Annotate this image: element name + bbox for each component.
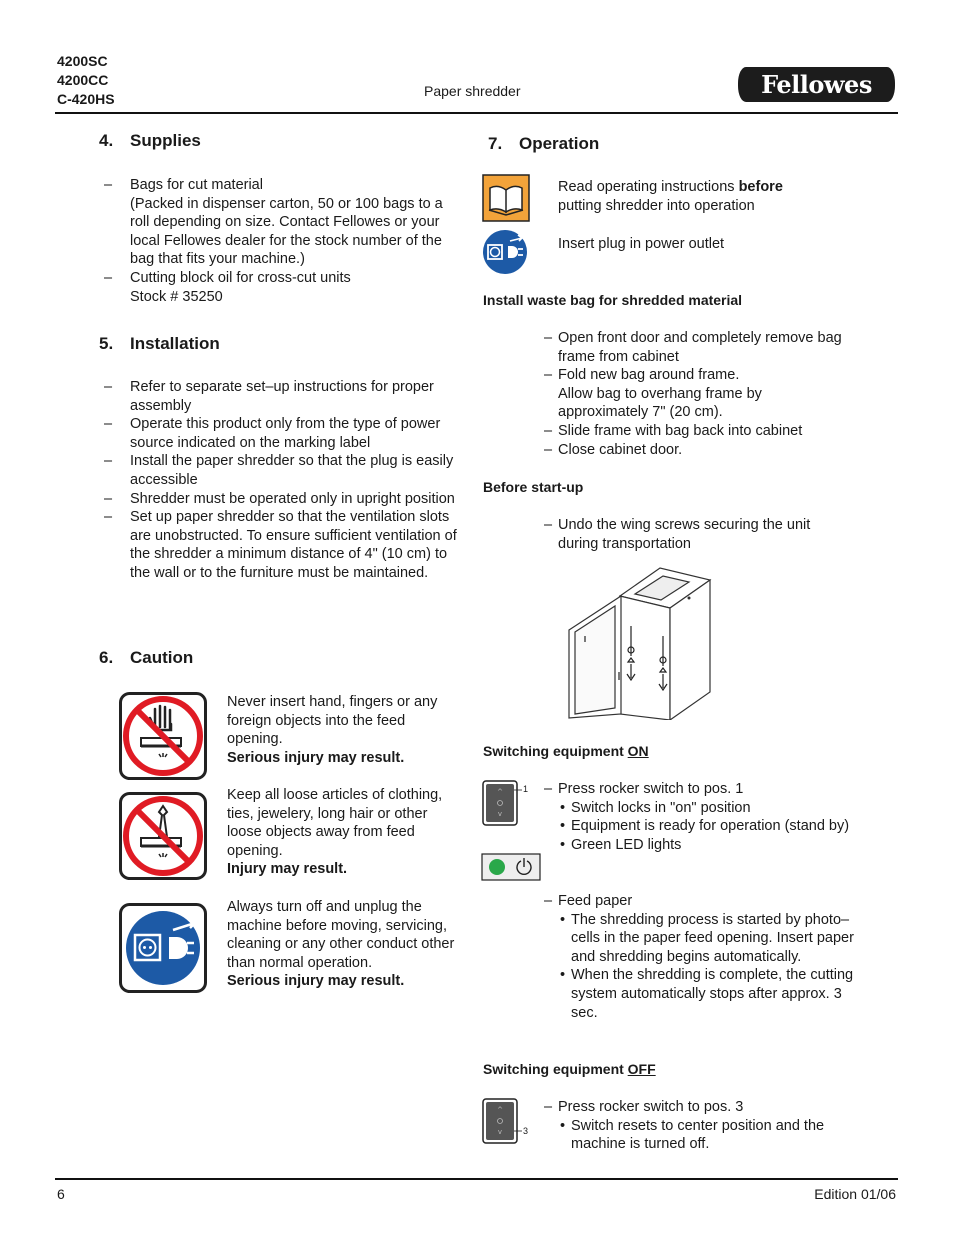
feed-paper-list xyxy=(544,892,854,1022)
operation-heading xyxy=(488,134,599,154)
switch-pos-label: 3 xyxy=(523,1126,529,1136)
switch-off-heading xyxy=(483,1061,656,1077)
read-prefix: Read operating instructions xyxy=(558,179,739,195)
model-numbers xyxy=(57,52,115,109)
rocker-switch-pos3-icon xyxy=(482,1098,530,1144)
installation-heading xyxy=(99,334,220,354)
fellowes-logo xyxy=(738,67,895,102)
no-hands-icon xyxy=(119,692,207,780)
waste-bag-list xyxy=(544,329,844,459)
plug-text: Insert plug in power outlet xyxy=(558,236,725,252)
section-number: 6. xyxy=(99,648,114,667)
list-item: – Press rocker switch to pos. 3 xyxy=(544,1098,854,1117)
section-number: 7. xyxy=(488,134,503,153)
read-manual-icon xyxy=(482,174,530,222)
svg-text:^: ^ xyxy=(497,788,503,796)
section-title: Operation xyxy=(519,134,600,153)
logo-text: Fellowes xyxy=(761,70,872,99)
waste-bag-heading: Install waste bag for shredded material xyxy=(483,292,743,308)
switch-on-heading xyxy=(483,743,649,759)
list-item: – Fold new bag around frame. Allow bag to overhang frame by approximately 7" (20 cm). xyxy=(544,366,844,422)
list-item: – Operate this product only from the type of power source indicated on the marking label xyxy=(57,415,459,452)
edition-label: Edition 01/06 xyxy=(814,1186,896,1202)
list-item: • The shredding process is started by photo–cells in the paper feed opening. Insert paper and shredding begins automatically. xyxy=(544,911,854,967)
list-item xyxy=(57,269,457,306)
startup-heading: Before start-up xyxy=(483,479,584,495)
model-1: 4200SC xyxy=(57,53,108,69)
list-item: – Set up paper shredder so that the ventilation slots are unobstructed. To ensure sufficient ventilation of the shredder a minimum distance of 4" (10 cm) to the wall or to the furniture must be maintained. xyxy=(57,508,459,582)
list-item: – Install the paper shredder so that the plug is easily accessible xyxy=(57,452,459,489)
caution-3 xyxy=(227,898,459,991)
section-title: Caution xyxy=(130,648,194,667)
switch-on-list xyxy=(544,780,854,854)
installation-list xyxy=(57,378,459,583)
switch-off-list xyxy=(544,1098,854,1154)
list-item: – Refer to separate set–up instructions for proper assembly xyxy=(57,378,459,415)
svg-text:v: v xyxy=(497,810,503,818)
list-item: – Undo the wing screws securing the unit during transportation xyxy=(544,516,844,553)
list-item: • When the shredding is complete, the cutting system automatically stops after approx. 3 sec. xyxy=(544,966,854,1022)
list-item: • Switch resets to center position and the machine is turned off. xyxy=(544,1117,854,1154)
read-suffix: putting shredder into operation xyxy=(558,197,755,214)
startup-list xyxy=(544,516,844,553)
list-item: • Switch locks in "on" position xyxy=(544,799,854,818)
caution-text: Keep all loose articles of clothing, ties, jewelery, long hair or other loose objects away from feed opening. xyxy=(227,787,443,859)
list-item: – Feed paper xyxy=(544,892,854,911)
heading-prefix: Switching equipment xyxy=(483,743,628,759)
no-tie-icon xyxy=(119,792,207,880)
list-item xyxy=(57,176,457,269)
read-instructions xyxy=(558,178,858,215)
caution-2 xyxy=(227,786,459,879)
caution-heading xyxy=(99,648,193,668)
supplies-list xyxy=(57,176,457,306)
power-led-panel-icon xyxy=(481,853,541,881)
read-bold: before xyxy=(738,179,783,195)
section-number: 4. xyxy=(99,131,114,150)
svg-text:v: v xyxy=(497,1128,503,1136)
list-item: – Slide frame with bag back into cabinet xyxy=(544,422,844,441)
section-number: 5. xyxy=(99,334,114,353)
list-item: – Open front door and completely remove bag frame from cabinet xyxy=(544,329,844,366)
footer-rule xyxy=(55,1178,898,1180)
list-item: – Press rocker switch to pos. 1 xyxy=(544,780,854,799)
caution-warning: Injury may result. xyxy=(227,861,348,878)
list-item: – Shredder must be operated only in upright position xyxy=(57,490,459,509)
list-item: • Green LED lights xyxy=(544,836,854,855)
caution-1 xyxy=(227,693,459,767)
plug-in-icon xyxy=(482,229,528,275)
caution-text: Always turn off and unplug the machine before moving, servicing, cleaning or any other conduct other than normal operation. xyxy=(227,899,455,971)
section-title: Supplies xyxy=(130,131,201,150)
list-item: – Close cabinet door. xyxy=(544,441,844,460)
supplies-heading xyxy=(99,131,201,151)
item-text: Bags for cut material (Packed in dispenser carton, 50 or 100 bags to a roll depending on size. Contact Fellowes or your local Fellowes dealer for the stock number of the bag that fits your machine.) xyxy=(130,177,443,268)
caution-warning: Serious injury may result. xyxy=(227,973,405,990)
switch-pos-label: 1 xyxy=(523,784,529,794)
item-text: Cutting block oil for cross-cut units Stock # 35250 xyxy=(130,269,351,305)
heading-keyword: OFF xyxy=(627,1061,656,1077)
shredder-illustration xyxy=(565,566,713,720)
header-rule xyxy=(55,112,898,114)
model-3: C-420HS xyxy=(57,91,115,107)
caution-text: Never insert hand, fingers or any foreign objects into the feed opening. xyxy=(227,694,438,748)
list-item: • Equipment is ready for operation (stand by) xyxy=(544,817,854,836)
heading-prefix: Switching equipment xyxy=(483,1061,628,1077)
heading-keyword: ON xyxy=(627,743,649,759)
svg-text:^: ^ xyxy=(497,1106,503,1114)
model-2: 4200CC xyxy=(57,72,109,88)
unplug-icon xyxy=(119,903,207,993)
page-number: 6 xyxy=(57,1186,65,1202)
section-title: Installation xyxy=(130,334,220,353)
document-title: Paper shredder xyxy=(424,83,521,99)
caution-warning: Serious injury may result. xyxy=(227,749,405,766)
